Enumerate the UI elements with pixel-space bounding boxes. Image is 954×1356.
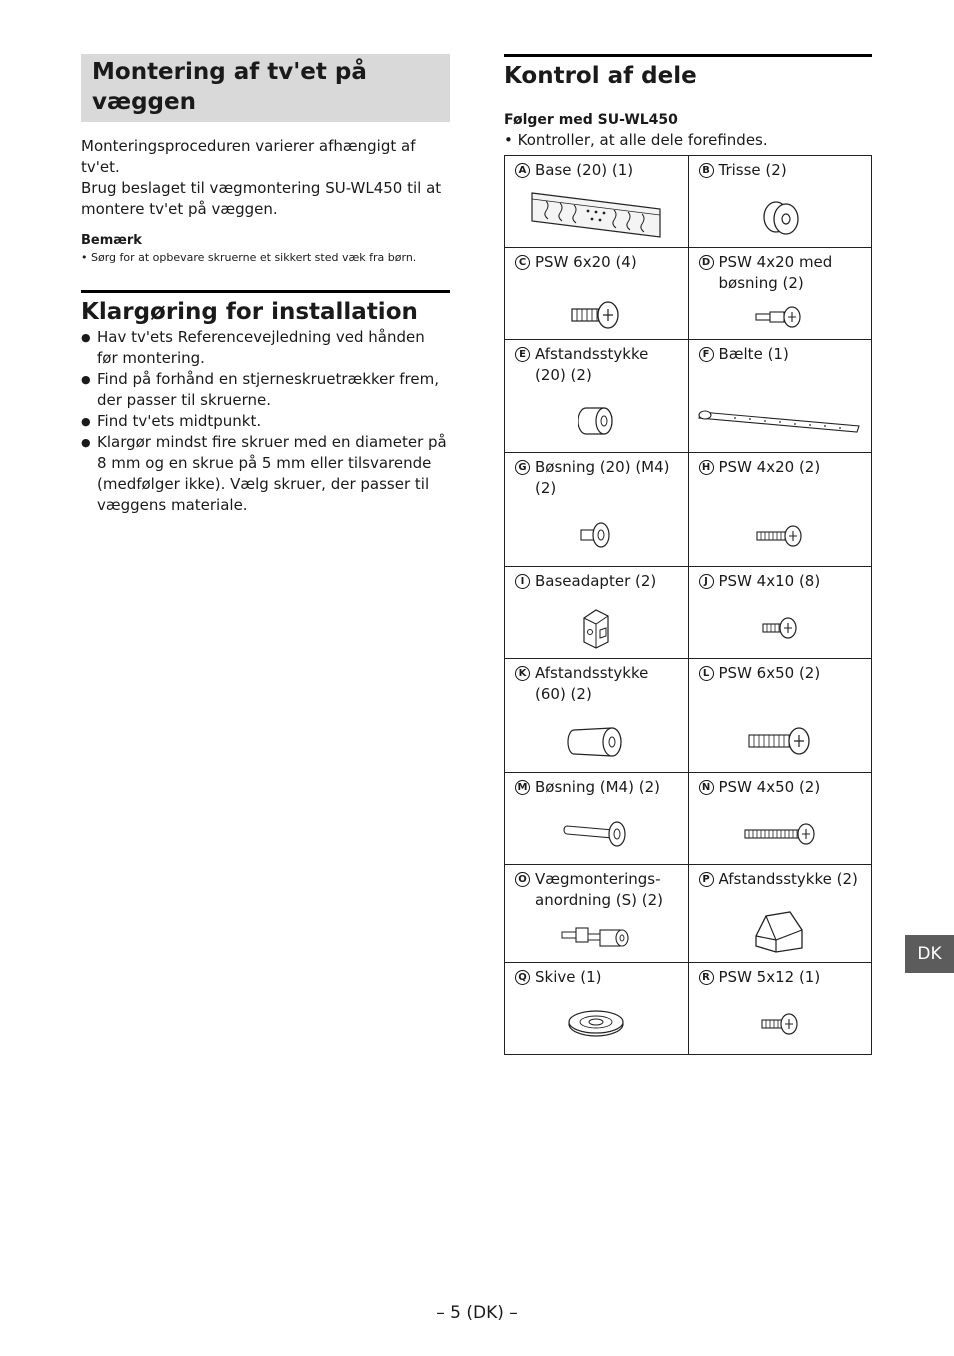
part-letter: D bbox=[699, 255, 714, 270]
screw-icon bbox=[568, 299, 624, 331]
parts-subheading: Følger med SU-WL450 bbox=[504, 112, 678, 128]
screw-icon bbox=[761, 616, 799, 640]
screw-icon bbox=[760, 1012, 800, 1036]
screw-icon bbox=[743, 822, 817, 846]
part-cell-l bbox=[688, 659, 872, 773]
part-cell-o bbox=[505, 865, 689, 963]
part-label: PSW 5x12 (1) bbox=[718, 968, 821, 986]
part-letter: E bbox=[515, 347, 530, 362]
part-cell-i bbox=[505, 567, 689, 659]
part-letter: F bbox=[699, 347, 714, 362]
section-title-parts: Kontrol af dele bbox=[504, 54, 872, 91]
bushing-icon bbox=[579, 520, 613, 550]
screw-bushing-icon bbox=[754, 305, 806, 329]
part-label: Bøsning (20) (M4) (2) bbox=[535, 458, 670, 497]
part-label: Trisse (2) bbox=[718, 161, 787, 179]
part-letter: R bbox=[699, 970, 714, 985]
part-label: PSW 6x20 (4) bbox=[535, 253, 637, 271]
part-label: PSW 4x50 (2) bbox=[718, 778, 821, 796]
part-letter: J bbox=[699, 574, 714, 589]
note-text: • Sørg for at opbevare skruerne et sikkert sted væk fra børn. bbox=[81, 251, 417, 264]
part-letter: L bbox=[699, 666, 714, 681]
left-column bbox=[81, 54, 450, 516]
part-label: Vægmonterings-anordning (S) (2) bbox=[535, 870, 664, 909]
pulley-icon bbox=[758, 197, 802, 237]
part-label: PSW 6x50 (2) bbox=[718, 664, 821, 682]
section-title-mounting: Montering af tv'et på væggen bbox=[81, 54, 450, 122]
page-number: – 5 (DK) – bbox=[436, 1303, 518, 1323]
language-tab: DK bbox=[905, 935, 954, 973]
long-bushing-icon bbox=[561, 818, 631, 848]
spacer-icon bbox=[578, 404, 614, 438]
part-cell-p bbox=[688, 865, 872, 963]
part-cell-n bbox=[688, 773, 872, 865]
part-label: Base (20) (1) bbox=[535, 161, 634, 179]
part-label: Afstandsstykke (2) bbox=[718, 870, 858, 888]
part-label: Bælte (1) bbox=[718, 345, 789, 363]
part-letter: O bbox=[515, 872, 530, 887]
list-item: ● Klargør mindst fire skruer med en diameter på 8 mm og en skrue på 5 mm eller tilsvarende (medfølger ikke). Vælg skruer, der passer til væggens materiale. bbox=[81, 432, 450, 516]
part-label: PSW 4x10 (8) bbox=[718, 572, 821, 590]
part-cell-r bbox=[688, 963, 872, 1055]
part-label: Afstandsstykke (20) (2) bbox=[535, 345, 649, 384]
part-letter: A bbox=[515, 163, 530, 178]
part-cell-m bbox=[505, 773, 689, 865]
part-letter: H bbox=[699, 460, 714, 475]
part-label: Afstandsstykke (60) (2) bbox=[535, 664, 649, 703]
part-cell-h bbox=[688, 453, 872, 567]
part-cell-b bbox=[688, 156, 872, 248]
part-cell-f bbox=[688, 340, 872, 453]
part-cell-d bbox=[688, 248, 872, 340]
part-letter: P bbox=[699, 872, 714, 887]
part-cell-k bbox=[505, 659, 689, 773]
right-column bbox=[504, 54, 872, 1055]
washer-icon bbox=[566, 1008, 626, 1038]
list-item: ● Find på forhånd en stjerneskruetrækker frem, der passer til skruerne. bbox=[81, 369, 450, 411]
mounting-bracket-text: Brug beslaget til vægmontering SU-WL450 til at montere tv'et på væggen. bbox=[81, 179, 442, 218]
note-heading: Bemærk bbox=[81, 233, 142, 248]
part-label: PSW 4x20 med bøsning (2) bbox=[718, 253, 833, 292]
section-title-preparation: Klargøring for installation bbox=[81, 290, 450, 327]
list-item: ● Hav tv'ets Referencevejledning ved hånden før montering. bbox=[81, 327, 450, 369]
part-letter: M bbox=[515, 780, 530, 795]
belt-icon bbox=[695, 406, 865, 436]
parts-instruction: • Kontroller, at alle dele forefindes. bbox=[504, 131, 768, 149]
part-cell-c bbox=[505, 248, 689, 340]
long-spacer-icon bbox=[566, 724, 626, 760]
part-letter: Q bbox=[515, 970, 530, 985]
screw-icon bbox=[755, 524, 805, 548]
part-cell-q bbox=[505, 963, 689, 1055]
part-label: Skive (1) bbox=[535, 968, 602, 986]
part-label: Baseadapter (2) bbox=[535, 572, 657, 590]
part-cell-g bbox=[505, 453, 689, 567]
part-label: Bøsning (M4) (2) bbox=[535, 778, 660, 796]
part-letter: G bbox=[515, 460, 530, 475]
list-item: ● Find tv'ets midtpunkt. bbox=[81, 411, 450, 432]
part-cell-a bbox=[505, 156, 689, 248]
preparation-list bbox=[81, 327, 450, 516]
part-letter: I bbox=[515, 574, 530, 589]
screw-icon bbox=[747, 726, 813, 756]
part-letter: B bbox=[699, 163, 714, 178]
part-label: PSW 4x20 (2) bbox=[718, 458, 821, 476]
block-spacer-icon bbox=[752, 910, 808, 954]
part-letter: K bbox=[515, 666, 530, 681]
mounting-intro-text: Monteringsproceduren varierer afhængigt af tv'et. bbox=[81, 137, 416, 176]
part-letter: C bbox=[515, 255, 530, 270]
part-letter: N bbox=[699, 780, 714, 795]
base-adapter-icon bbox=[576, 606, 616, 650]
parts-table bbox=[504, 155, 872, 1055]
wall-anchor-icon bbox=[560, 922, 632, 952]
part-cell-e bbox=[505, 340, 689, 453]
part-cell-j bbox=[688, 567, 872, 659]
base-bracket-icon bbox=[526, 189, 666, 241]
